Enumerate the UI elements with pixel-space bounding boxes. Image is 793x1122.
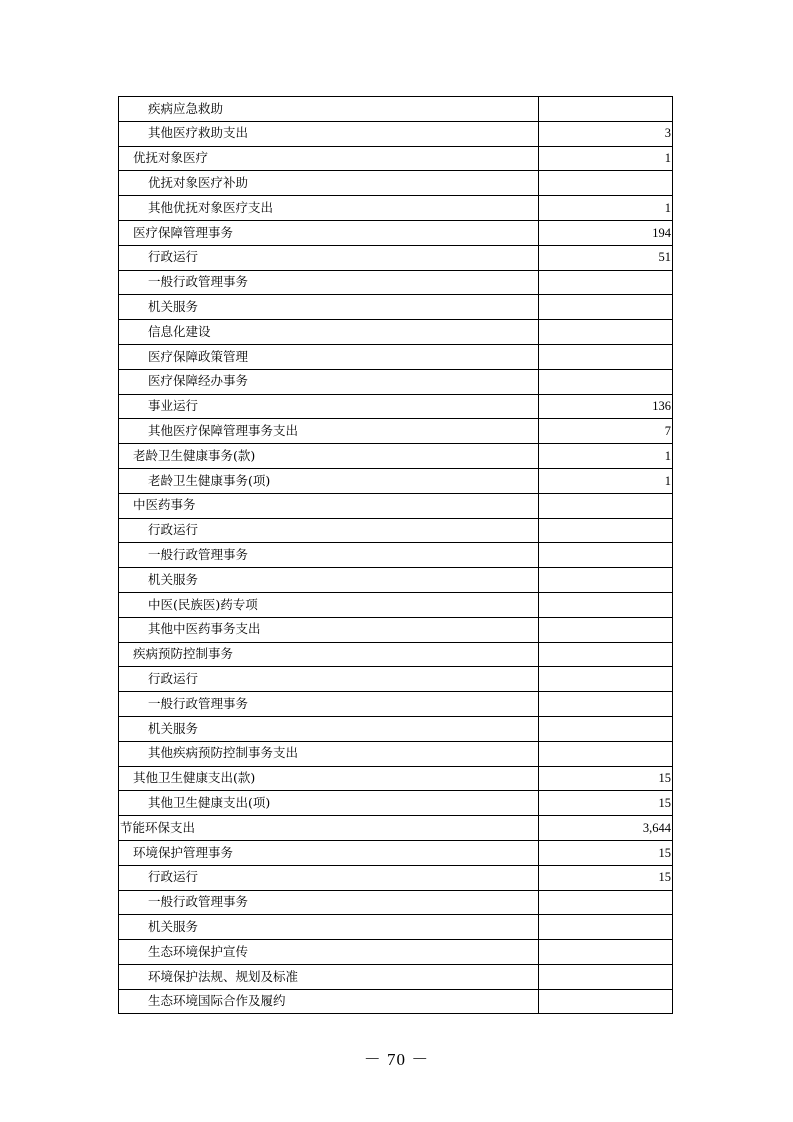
table-row <box>119 568 673 593</box>
table-row <box>119 915 673 940</box>
table-row <box>119 444 673 469</box>
item-name-cell: 医疗保障经办事务 <box>119 369 539 394</box>
item-name-cell: 一般行政管理事务 <box>119 543 539 568</box>
amount-cell: 15 <box>539 791 673 816</box>
amount-cell <box>539 568 673 593</box>
table-row <box>119 121 673 146</box>
table-row <box>119 220 673 245</box>
item-name-cell: 其他优抚对象医疗支出 <box>119 196 539 221</box>
table-row <box>119 518 673 543</box>
amount-cell: 15 <box>539 865 673 890</box>
table-row <box>119 97 673 122</box>
amount-cell: 1 <box>539 444 673 469</box>
amount-cell: 15 <box>539 766 673 791</box>
amount-cell <box>539 617 673 642</box>
item-name-cell: 信息化建设 <box>119 320 539 345</box>
item-name-cell: 机关服务 <box>119 295 539 320</box>
amount-cell <box>539 989 673 1014</box>
table-row <box>119 791 673 816</box>
table-row <box>119 344 673 369</box>
table-row <box>119 419 673 444</box>
item-name-cell: 机关服务 <box>119 568 539 593</box>
amount-cell: 1 <box>539 196 673 221</box>
table-row <box>119 642 673 667</box>
page-number: － 70 － <box>363 1050 430 1069</box>
amount-cell <box>539 964 673 989</box>
amount-cell <box>539 493 673 518</box>
table-row <box>119 989 673 1014</box>
table-row <box>119 270 673 295</box>
item-name-cell: 医疗保障管理事务 <box>119 220 539 245</box>
table-row <box>119 617 673 642</box>
amount-cell <box>539 692 673 717</box>
amount-cell <box>539 295 673 320</box>
table-row <box>119 468 673 493</box>
table-row <box>119 196 673 221</box>
table-row <box>119 171 673 196</box>
table-row <box>119 245 673 270</box>
item-name-cell: 行政运行 <box>119 865 539 890</box>
item-name-cell: 老龄卫生健康事务(项) <box>119 468 539 493</box>
amount-cell <box>539 320 673 345</box>
item-name-cell: 其他医疗救助支出 <box>119 121 539 146</box>
item-name-cell: 老龄卫生健康事务(款) <box>119 444 539 469</box>
table-row <box>119 295 673 320</box>
table-row <box>119 940 673 965</box>
item-name-cell: 行政运行 <box>119 518 539 543</box>
amount-cell: 136 <box>539 394 673 419</box>
item-name-cell: 其他中医药事务支出 <box>119 617 539 642</box>
amount-cell <box>539 940 673 965</box>
table-row <box>119 716 673 741</box>
amount-cell <box>539 667 673 692</box>
amount-cell <box>539 171 673 196</box>
item-name-cell: 事业运行 <box>119 394 539 419</box>
table-row <box>119 543 673 568</box>
item-name-cell: 节能环保支出 <box>119 816 539 841</box>
item-name-cell: 一般行政管理事务 <box>119 890 539 915</box>
item-name-cell: 疾病预防控制事务 <box>119 642 539 667</box>
table-row <box>119 865 673 890</box>
table-row <box>119 766 673 791</box>
table-row <box>119 667 673 692</box>
amount-cell: 194 <box>539 220 673 245</box>
item-name-cell: 生态环境保护宣传 <box>119 940 539 965</box>
amount-cell: 1 <box>539 146 673 171</box>
table-row <box>119 890 673 915</box>
table-row <box>119 493 673 518</box>
item-name-cell: 环境保护管理事务 <box>119 840 539 865</box>
amount-cell <box>539 270 673 295</box>
item-name-cell: 优抚对象医疗 <box>119 146 539 171</box>
table-row <box>119 320 673 345</box>
item-name-cell: 行政运行 <box>119 245 539 270</box>
amount-cell: 3 <box>539 121 673 146</box>
item-name-cell: 其他卫生健康支出(项) <box>119 791 539 816</box>
item-name-cell: 行政运行 <box>119 667 539 692</box>
amount-cell <box>539 97 673 122</box>
amount-cell <box>539 543 673 568</box>
amount-cell <box>539 890 673 915</box>
amount-cell <box>539 915 673 940</box>
amount-cell <box>539 716 673 741</box>
item-name-cell: 中医药事务 <box>119 493 539 518</box>
amount-cell <box>539 518 673 543</box>
amount-cell: 3,644 <box>539 816 673 841</box>
amount-cell <box>539 592 673 617</box>
item-name-cell: 机关服务 <box>119 915 539 940</box>
table-body <box>119 97 673 1014</box>
amount-cell <box>539 741 673 766</box>
table-row <box>119 964 673 989</box>
item-name-cell: 疾病应急救助 <box>119 97 539 122</box>
item-name-cell: 生态环境国际合作及履约 <box>119 989 539 1014</box>
item-name-cell: 医疗保障政策管理 <box>119 344 539 369</box>
table-row <box>119 369 673 394</box>
amount-cell: 51 <box>539 245 673 270</box>
item-name-cell: 其他疾病预防控制事务支出 <box>119 741 539 766</box>
item-name-cell: 其他卫生健康支出(款) <box>119 766 539 791</box>
table-row <box>119 741 673 766</box>
amount-cell <box>539 642 673 667</box>
amount-cell: 7 <box>539 419 673 444</box>
table-row <box>119 146 673 171</box>
budget-table <box>118 96 673 1014</box>
item-name-cell: 一般行政管理事务 <box>119 692 539 717</box>
table-row <box>119 394 673 419</box>
table-row <box>119 592 673 617</box>
table-row <box>119 840 673 865</box>
table-row <box>119 816 673 841</box>
amount-cell <box>539 369 673 394</box>
item-name-cell: 环境保护法规、规划及标准 <box>119 964 539 989</box>
amount-cell: 15 <box>539 840 673 865</box>
item-name-cell: 其他医疗保障管理事务支出 <box>119 419 539 444</box>
amount-cell: 1 <box>539 468 673 493</box>
item-name-cell: 一般行政管理事务 <box>119 270 539 295</box>
table-row <box>119 692 673 717</box>
item-name-cell: 机关服务 <box>119 716 539 741</box>
item-name-cell: 中医(民族医)药专项 <box>119 592 539 617</box>
amount-cell <box>539 344 673 369</box>
item-name-cell: 优抚对象医疗补助 <box>119 171 539 196</box>
